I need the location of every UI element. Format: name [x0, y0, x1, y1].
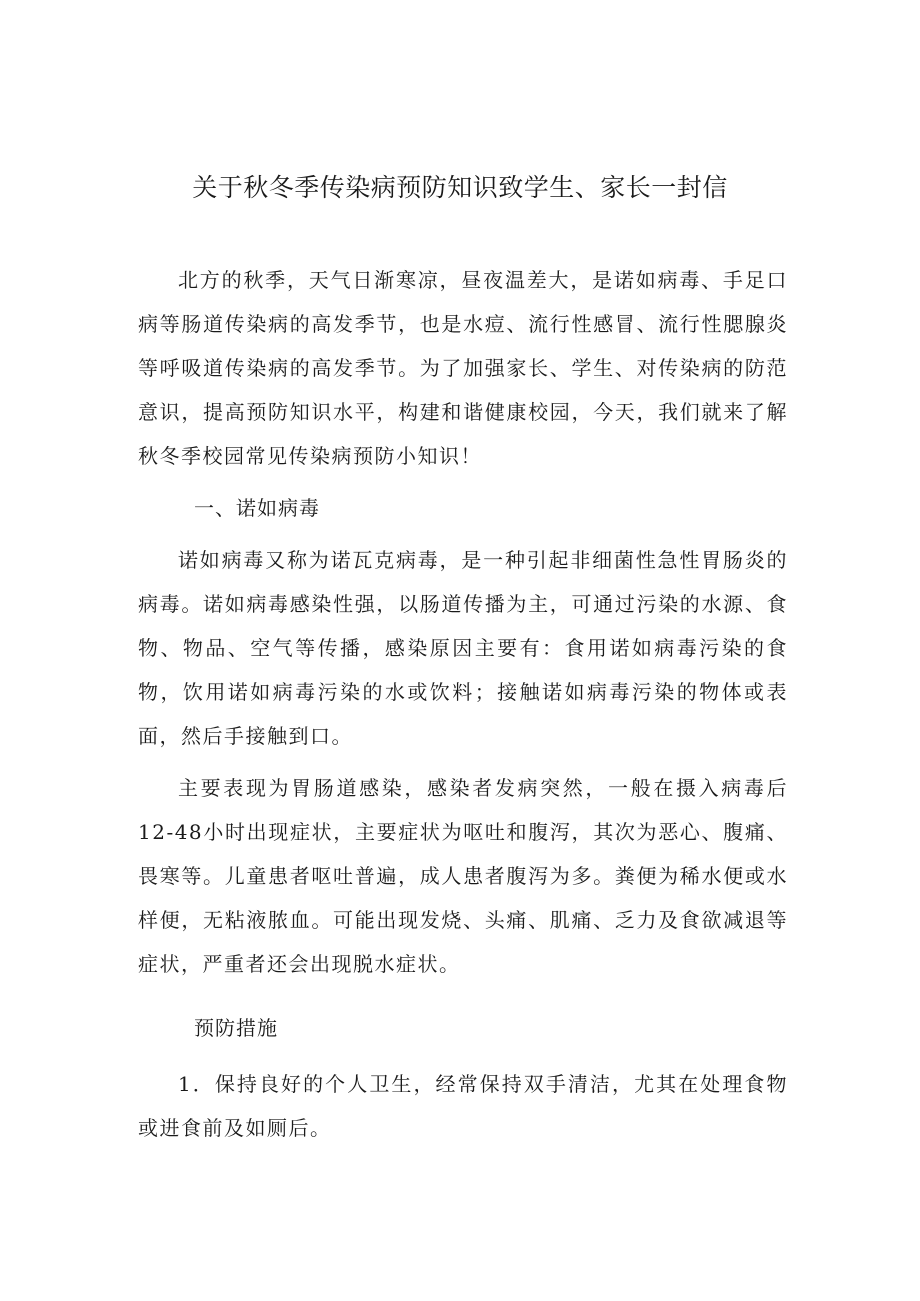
document-title: 关于秋冬季传染病预防知识致学生、家长一封信: [192, 173, 728, 202]
prevention-item-1: 1．保持良好的个人卫生，经常保持双手清洁，尤其在处理食物或进食前及如厕后。: [138, 1072, 788, 1140]
norovirus-paragraph-2: 主要表现为胃肠道感染，感染者发病突然，一般在摄入病毒后12-48小时出现症状，主要症状为呕吐和腹泻，其次为恶心、腹痛、畏寒等。儿童患者呕吐普遍，成人患者腹泻为多。粪便为稀水便或水样便，无粘液脓血。可能出现发烧、头痛、肌痛、乏力及食欲减退等症状，严重者还会出现脱水症状。: [138, 776, 788, 976]
intro-paragraph: 北方的秋季，天气日渐寒凉，昼夜温差大，是诺如病毒、手足口病等肠道传染病的高发季节，也是水痘、流行性感冒、流行性腮腺炎等呼吸道传染病的高发季节。为了加强家长、学生、对传染病的防范意识，提高预防知识水平，构建和谐健康校园，今天，我们就来了解秋冬季校园常见传染病预防小知识！: [138, 268, 788, 468]
norovirus-paragraph-1: 诺如病毒又称为诺瓦克病毒，是一种引起非细菌性急性胃肠炎的病毒。诺如病毒感染性强，以肠道传播为主，可通过污染的水源、食物、物品、空气等传播，感染原因主要有：食用诺如病毒污染的食物，饮用诺如病毒污染的水或饮料；接触诺如病毒污染的物体或表面，然后手接触到口。: [138, 548, 788, 748]
document-body: [138, 258, 788, 1150]
prevention-heading: 预防措施: [194, 1016, 278, 1040]
section-heading-norovirus: 一、诺如病毒: [194, 496, 320, 520]
